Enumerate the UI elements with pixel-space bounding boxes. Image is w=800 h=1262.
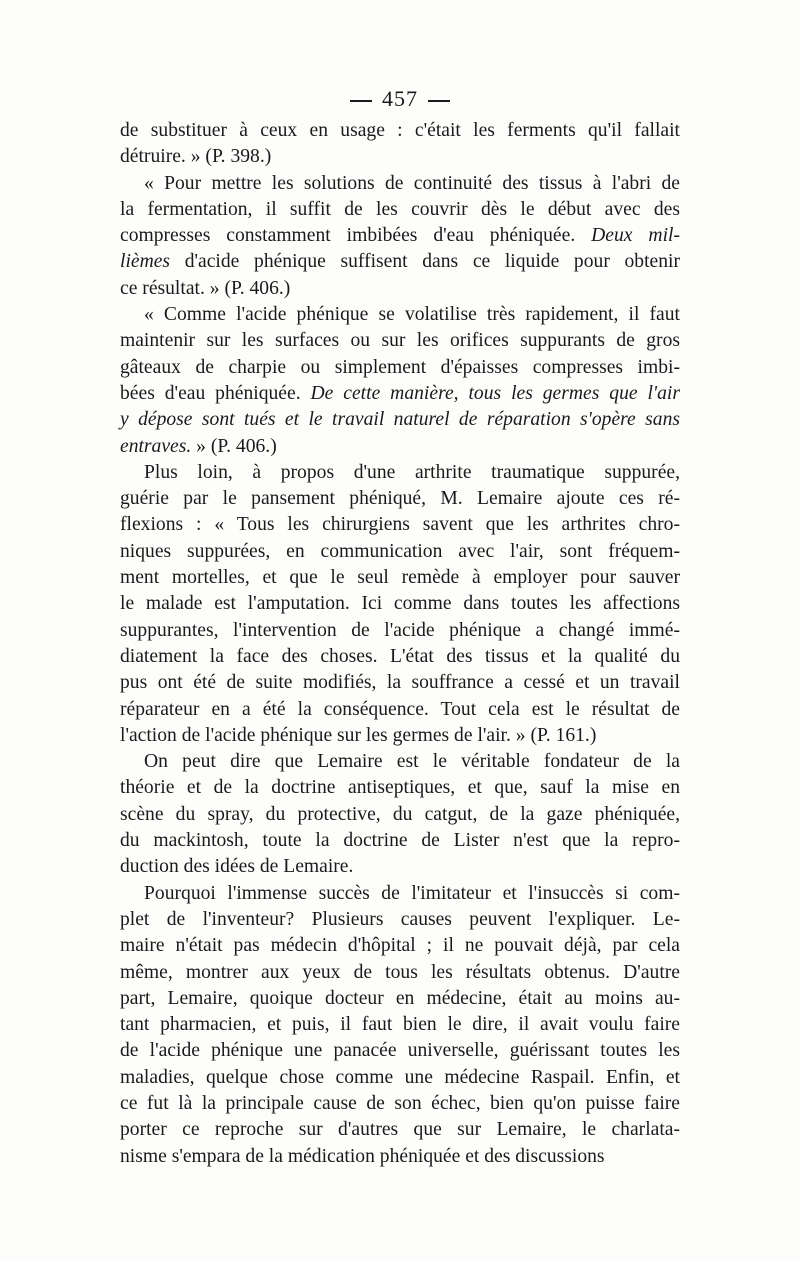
text-line: flexions : « Tous les chirurgiens savent que les arthrites chro- bbox=[120, 514, 680, 536]
text-line: nisme s'empara de la médication phéniquée et des discussions bbox=[120, 1145, 605, 1167]
text-line: niques suppurées, en communication avec l'air, sont fréquem- bbox=[120, 540, 680, 562]
text-line: « Pour mettre les solutions de continuité des tissus à l'abri de bbox=[144, 172, 680, 194]
text-line: du mackintosh, toute la doctrine de Lister n'est que la repro- bbox=[120, 830, 680, 852]
text-line: théorie et de la doctrine antiseptiques, et que, sauf la mise en bbox=[120, 777, 680, 799]
text-line: le malade est l'amputation. Ici comme dans toutes les affections bbox=[120, 593, 680, 615]
text-line: duction des idées de Lemaire. bbox=[120, 856, 354, 878]
text-line: ce fut là la principale cause de son échec, bien qu'on puisse faire bbox=[120, 1092, 680, 1114]
text-line: la fermentation, il suffit de les couvrir dès le début avec des bbox=[120, 198, 680, 220]
text-line: compresses constamment imbibées d'eau phéniquée. Deux mil- bbox=[120, 225, 680, 247]
text-line: maladies, quelque chose comme une médecine Raspail. Enfin, et bbox=[120, 1066, 680, 1088]
paragraph bbox=[120, 302, 680, 460]
text-line: tant pharmacien, et puis, il faut bien le dire, il avait voulu faire bbox=[120, 1014, 680, 1036]
text-line: part, Lemaire, quoique docteur en médecine, était au moins au- bbox=[120, 987, 680, 1009]
page-header bbox=[0, 86, 800, 112]
text-line: maintenir sur les surfaces ou sur les orifices suppurants de gros bbox=[120, 330, 680, 352]
text-line: y dépose sont tués et le travail naturel de réparation s'opère sans bbox=[120, 409, 680, 431]
text-line: On peut dire que Lemaire est le véritable fondateur de la bbox=[144, 751, 680, 773]
text-line: ment mortelles, et que le seul remède à employer pour sauver bbox=[120, 567, 680, 589]
text-line: bées d'eau phéniquée. De cette manière, tous les germes que l'air bbox=[120, 382, 680, 404]
text-line: scène du spray, du protective, du catgut, de la gaze phéniquée, bbox=[120, 803, 680, 825]
text-line: « Comme l'acide phénique se volatilise très rapidement, il faut bbox=[144, 304, 680, 326]
text-line: guérie par le pansement phéniqué, M. Lemaire ajoute ces ré- bbox=[120, 488, 680, 510]
text-line: Plus loin, à propos d'une arthrite traumatique suppurée, bbox=[144, 461, 680, 483]
text-line: de substituer à ceux en usage : c'était les ferments qu'il fallait bbox=[120, 120, 680, 141]
text-line: porter ce reproche sur d'autres que sur Lemaire, le charlata- bbox=[120, 1119, 680, 1141]
text-line: même, montrer aux yeux de tous les résultats obtenus. D'autre bbox=[120, 961, 680, 983]
text-line: l'action de l'acide phénique sur les germes de l'air. » (P. 161.) bbox=[120, 724, 597, 746]
text-line: Pourquoi l'immense succès de l'imitateur et l'insuccès si com- bbox=[144, 882, 680, 904]
header-dash-right bbox=[428, 100, 450, 102]
text-line: ce résultat. » (P. 406.) bbox=[120, 277, 291, 299]
text-line: maire n'était pas médecin d'hôpital ; il ne pouvait déjà, par cela bbox=[120, 935, 680, 957]
text-line: gâteaux de charpie ou simplement d'épaisses compresses imbi- bbox=[120, 356, 680, 378]
paragraph bbox=[120, 881, 680, 1170]
text-line: pus ont été de suite modifiés, la souffrance a cessé et un travail bbox=[120, 672, 680, 694]
body-text bbox=[120, 118, 680, 1170]
text-line: détruire. » (P. 398.) bbox=[120, 146, 272, 168]
text-line: lièmes d'acide phénique suffisent dans ce liquide pour obtenir bbox=[120, 251, 680, 273]
paragraph bbox=[120, 749, 680, 880]
text-line: de l'acide phénique une panacée universelle, guérissant toutes les bbox=[120, 1040, 680, 1062]
page-number: 457 bbox=[382, 86, 418, 111]
paragraph bbox=[120, 118, 680, 171]
text-line: plet de l'inventeur? Plusieurs causes peuvent l'expliquer. Le- bbox=[120, 908, 680, 930]
text-line: réparateur en a été la conséquence. Tout cela est le résultat de bbox=[120, 698, 680, 720]
text-line: suppurantes, l'intervention de l'acide phénique a changé immé- bbox=[120, 619, 680, 641]
text-line: diatement la face des choses. L'état des tissus et la qualité du bbox=[120, 645, 680, 667]
header-dash-left bbox=[350, 100, 372, 102]
paragraph bbox=[120, 171, 680, 302]
text-line: entraves. » (P. 406.) bbox=[120, 435, 277, 457]
paragraph bbox=[120, 460, 680, 749]
